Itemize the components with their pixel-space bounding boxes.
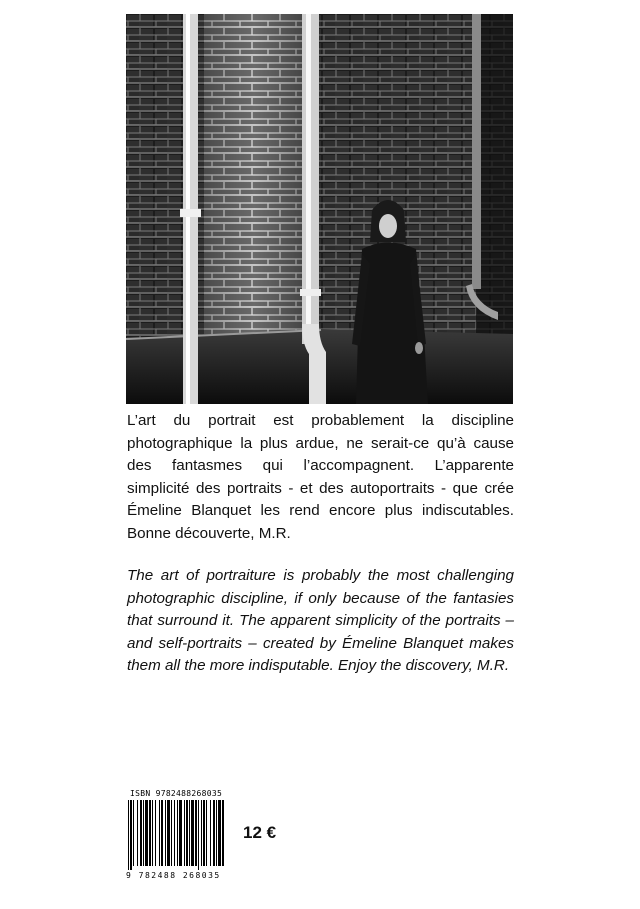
blurb-english: The art of portraiture is probably the most challenging photographic discipline, if only because of the fantasies that surround it. The apparent simplicity of the portraits – and self-portraits – created by Émeline Blanquet makes them all the more indisputable. Enjoy the discovery, M.R. [127,567,514,675]
barcode-bar [128,800,129,870]
barcode-bar [174,800,175,866]
barcode-bar [177,800,178,866]
barcode-bar [210,800,211,866]
barcode-bar [167,800,170,866]
barcode-bar [206,800,207,866]
barcode-bar [161,800,163,866]
isbn-digits: 9 782488 268035 [126,871,221,880]
barcode-bar [155,800,156,866]
barcode-bar [184,800,185,866]
barcode-bar [165,800,166,866]
barcode-bar [171,800,172,866]
price: 12 € [243,823,277,842]
barcode-bar [201,800,202,866]
barcode [126,800,226,870]
barcode-bar [159,800,160,866]
barcode-bar [149,800,151,866]
barcode-bar [213,800,215,866]
barcode-bar [195,800,197,866]
barcode-bar [189,800,190,866]
isbn-label: ISBN 9782488268035 [130,789,223,798]
barcode-bar [145,800,148,866]
barcode-bar [198,800,199,870]
barcode-bar [222,800,224,866]
barcode-bar [216,800,217,866]
barcode-bar [191,800,194,866]
barcode-bar [133,800,134,866]
barcode-bar [152,800,153,866]
barcode-bar [143,800,144,866]
barcode-bar [186,800,188,866]
cover-photo [126,14,513,404]
barcode-bar [140,800,142,866]
barcode-bar [179,800,182,866]
barcode-bar [130,800,132,870]
blurb-french: L’art du portrait est probablement la discipline photographique la plus ardue, ne serait-ce qu’à cause des fantasmes qui l’accompagnent. L’apparente simplicité des portraits - et des autoportraits - que crée Émeline Blanquet les rend encore plus indiscutables. Bonne découverte, M.R. [127,412,514,542]
barcode-bar [218,800,221,866]
barcode-bar [203,800,205,866]
barcode-bar [137,800,138,866]
